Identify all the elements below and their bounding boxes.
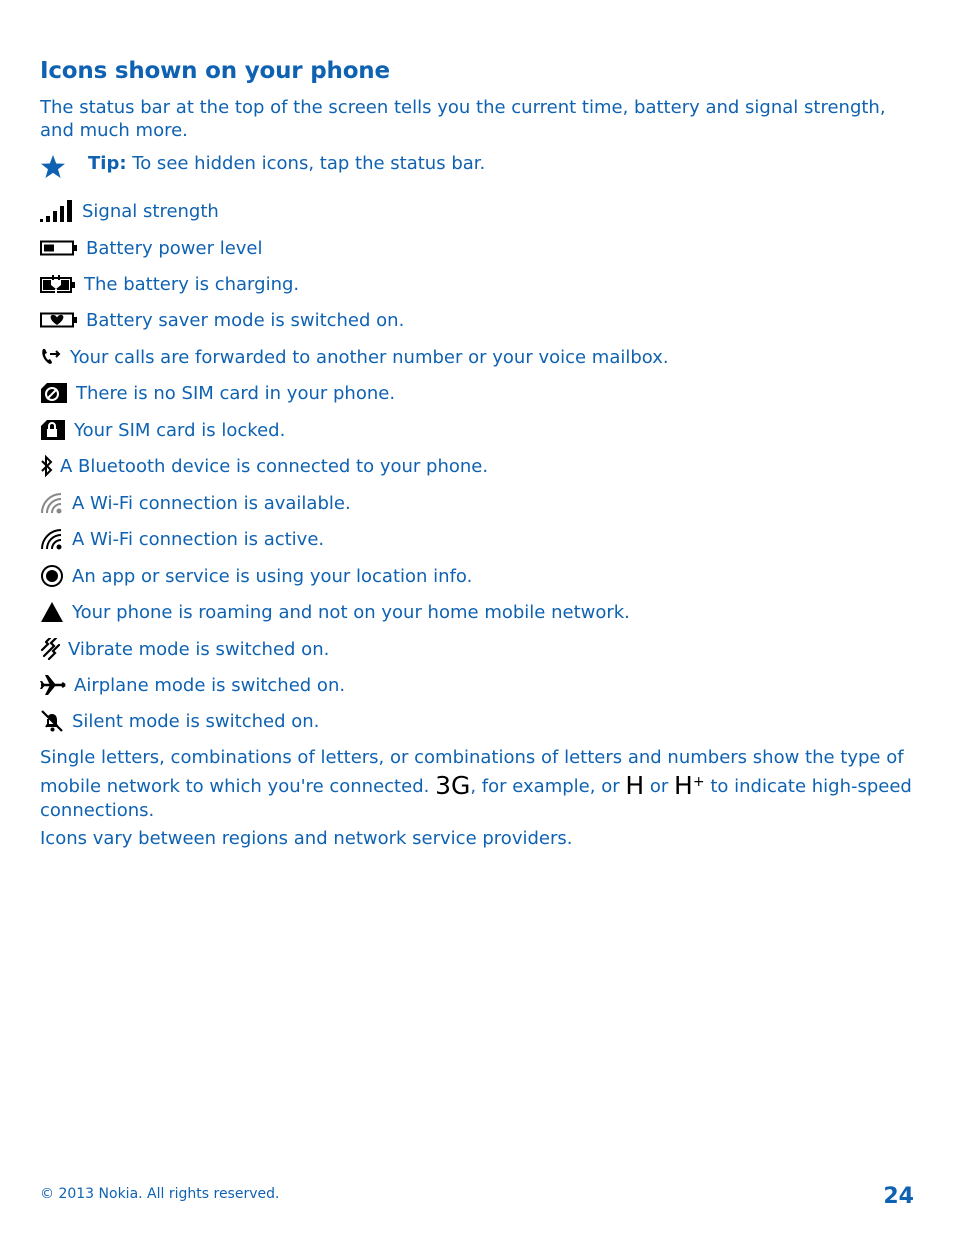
- wifi-available-icon: [40, 492, 64, 514]
- list-item: [40, 490, 351, 516]
- list-item: [40, 526, 324, 552]
- vibrate-icon: [40, 638, 62, 660]
- list-item: [40, 271, 299, 297]
- network-plus-symbol: +: [692, 774, 705, 790]
- network-text-4: to indicate high-speed connections.: [40, 776, 912, 821]
- copyright-footer: © 2013 Nokia. All rights reserved.: [40, 1186, 280, 1202]
- list-item-label: Battery saver mode is switched on.: [86, 309, 405, 331]
- list-item-label: There is no SIM card in your phone.: [76, 382, 396, 404]
- network-h-symbol: H: [625, 771, 645, 800]
- list-item: [40, 453, 488, 479]
- signal-strength-icon: [40, 200, 74, 222]
- list-item: [40, 235, 263, 261]
- network-paragraph: [40, 746, 920, 823]
- list-item-label: Signal strength: [82, 200, 219, 222]
- list-item: [40, 672, 345, 698]
- list-item-label: Your calls are forwarded to another number or your voice mailbox.: [70, 346, 669, 368]
- list-item-label: Airplane mode is switched on.: [74, 674, 346, 696]
- star-icon: [40, 154, 66, 180]
- vary-note: Icons vary between regions and network service providers.: [40, 828, 573, 849]
- call-forward-icon: [40, 347, 62, 367]
- list-item-label: Vibrate mode is switched on.: [68, 638, 330, 660]
- page-title: Icons shown on your phone: [40, 58, 390, 84]
- network-text-3: or: [649, 776, 669, 797]
- list-item: [40, 380, 395, 406]
- bluetooth-icon: [40, 454, 54, 478]
- list-item: [40, 636, 329, 662]
- list-item: [40, 307, 404, 333]
- list-item-label: Battery power level: [86, 237, 263, 259]
- tip-body: To see hidden icons, tap the status bar.: [132, 153, 486, 174]
- battery-icon: [40, 240, 78, 256]
- list-item: [40, 708, 319, 734]
- list-item: [40, 344, 669, 370]
- network-hplus-symbol: H: [674, 771, 693, 800]
- network-3g-symbol: 3G: [435, 771, 471, 800]
- no-sim-icon: [40, 382, 68, 404]
- list-item-label: Your phone is roaming and not on your home mobile network.: [72, 601, 630, 623]
- tip-text: [88, 152, 485, 176]
- network-text-2: , for example, or: [470, 776, 620, 797]
- location-icon: [40, 564, 64, 588]
- list-item-label: Your SIM card is locked.: [74, 419, 286, 441]
- list-item-label: A Bluetooth device is connected to your phone.: [60, 455, 489, 477]
- battery-charging-icon: [40, 274, 76, 294]
- list-item: [40, 599, 630, 625]
- list-item: [40, 417, 285, 443]
- intro-paragraph: The status bar at the top of the screen tells you the current time, battery and signal strength, and much more.: [40, 97, 886, 141]
- list-item-label: Silent mode is switched on.: [72, 710, 320, 732]
- battery-saver-icon: [40, 312, 78, 328]
- airplane-icon: [40, 674, 66, 696]
- roaming-icon: [40, 601, 64, 623]
- list-item-label: A Wi-Fi connection is available.: [72, 492, 351, 514]
- list-item: [40, 198, 219, 224]
- list-item: [40, 563, 472, 589]
- sim-locked-icon: [40, 419, 66, 441]
- network-text-1: Single letters, combinations of letters, or combinations of letters and numbers show the type of mobile network to which you're connected.: [40, 747, 904, 797]
- tip-label: Tip:: [88, 153, 127, 174]
- list-item-label: An app or service is using your location info.: [72, 565, 473, 587]
- page-number: 24: [883, 1184, 914, 1209]
- list-item-label: A Wi-Fi connection is active.: [72, 528, 325, 550]
- silent-icon: [40, 710, 64, 732]
- list-item-label: The battery is charging.: [84, 273, 300, 295]
- wifi-active-icon: [40, 528, 64, 550]
